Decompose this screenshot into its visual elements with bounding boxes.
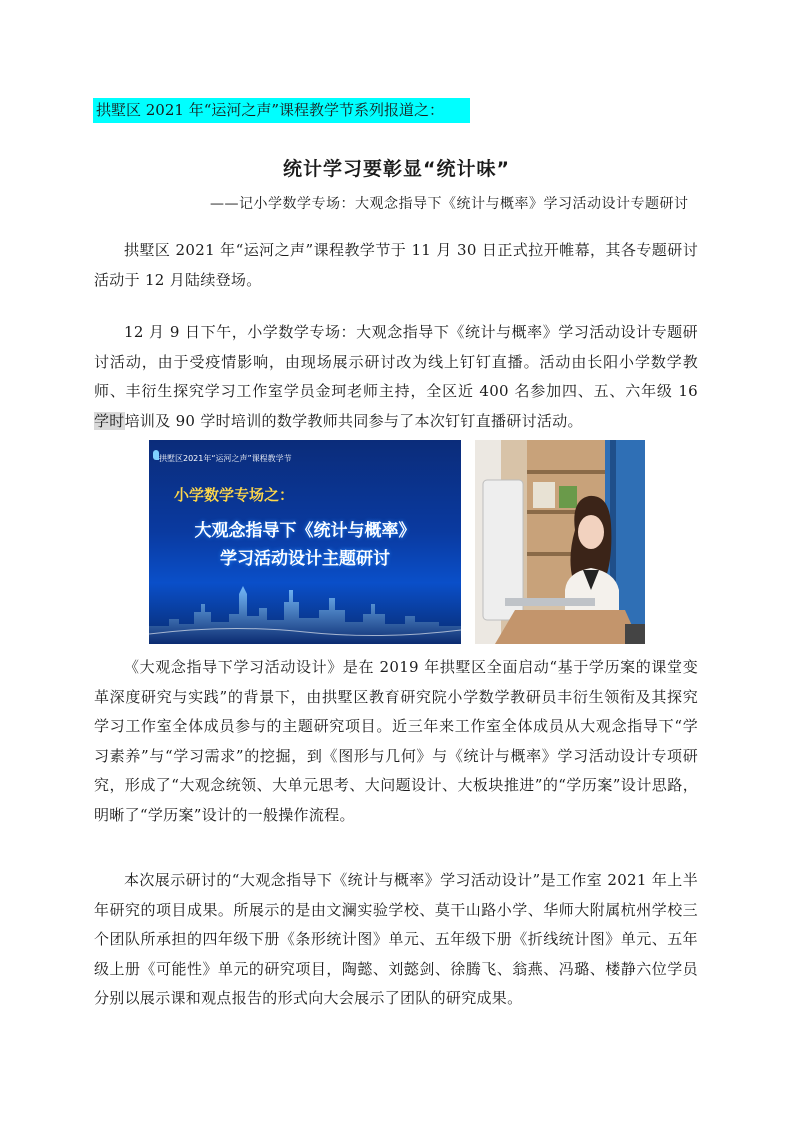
highlighted-text: 学时: [94, 411, 125, 430]
poster-line-2: 大观念指导下《统计与概率》: [194, 521, 416, 541]
paragraph-2-text-a: 12 月 9 日下午，小学数学专场：大观念指导下《统计与概率》学习活动设计专题研讨活动，由于受疫情影响，由现场展示研讨改为线上钉钉直播。活动由长阳小学数学教师、丰衍生探究学习工作室学员金珂老师主持，全区近 400 名参加四、五、六年级 16: [94, 323, 698, 400]
city-skyline-graphic: [149, 564, 461, 644]
host-teacher-photo: [475, 440, 645, 644]
article-title: 统计学习要彰显“统计味”: [283, 158, 510, 180]
teacher-photo-graphic: [475, 440, 645, 644]
paragraph-1: 拱墅区 2021 年“运河之声”课程教学节于 11 月 30 日正式拉开帷幕，其各专题研讨活动于 12 月陆续登场。: [94, 241, 698, 289]
poster-line-3: 学习活动设计主题研讨: [220, 549, 390, 569]
paragraph-4: 本次展示研讨的“大观念指导下《统计与概率》学习活动设计”是工作室 2021 年上半年研究的项目成果。所展示的是由文澜实验学校、莫干山路小学、华师大附属杭州学校三个团队所承担的四年级下册《条形统计图》单元、五年级下册《折线统计图》单元、五年级上册《可能性》单元的研究项目，陶懿、刘懿剑、徐腾飞、翁燕、冯璐、楼静六位学员分别以展示课和观点报告的形式向大会展示了团队的研究成果。: [94, 871, 698, 1007]
series-banner: 拱墅区 2021 年“运河之声”课程教学节系列报道之：: [93, 98, 470, 123]
paragraph-2: [94, 318, 698, 436]
poster-line-1: 小学数学专场之：: [174, 486, 295, 504]
article-subtitle: ——记小学数学专场：大观念指导下《统计与概率》学习活动设计专题研讨: [210, 196, 689, 212]
event-poster-photo: [149, 440, 461, 644]
paragraph-3: 《大观念指导下学习活动设计》是在 2019 年拱墅区全面启动“基于学历案的课堂变革深度研究与实践”的背景下，由拱墅区教育研究院小学数学教研员丰衍生领衔及其探究学习工作室全体成员参与的主题研究项目。近三年来工作室全体成员从大观念指导下“学习素养”与“学习需求”的挖掘，到《图形与几何》与《统计与概率》学习活动设计专项研究，形成了“大观念统领、大单元思考、大问题设计、大板块推进”的“学历案”设计思路，明晰了“学历案”设计的一般操作流程。: [94, 658, 698, 824]
poster-header: 拱墅区2021年“运河之声”课程教学节: [159, 454, 292, 463]
paragraph-2-text-b: 培训及 90 学时培训的数学教师共同参与了本次钉钉直播研讨活动。: [124, 411, 583, 430]
